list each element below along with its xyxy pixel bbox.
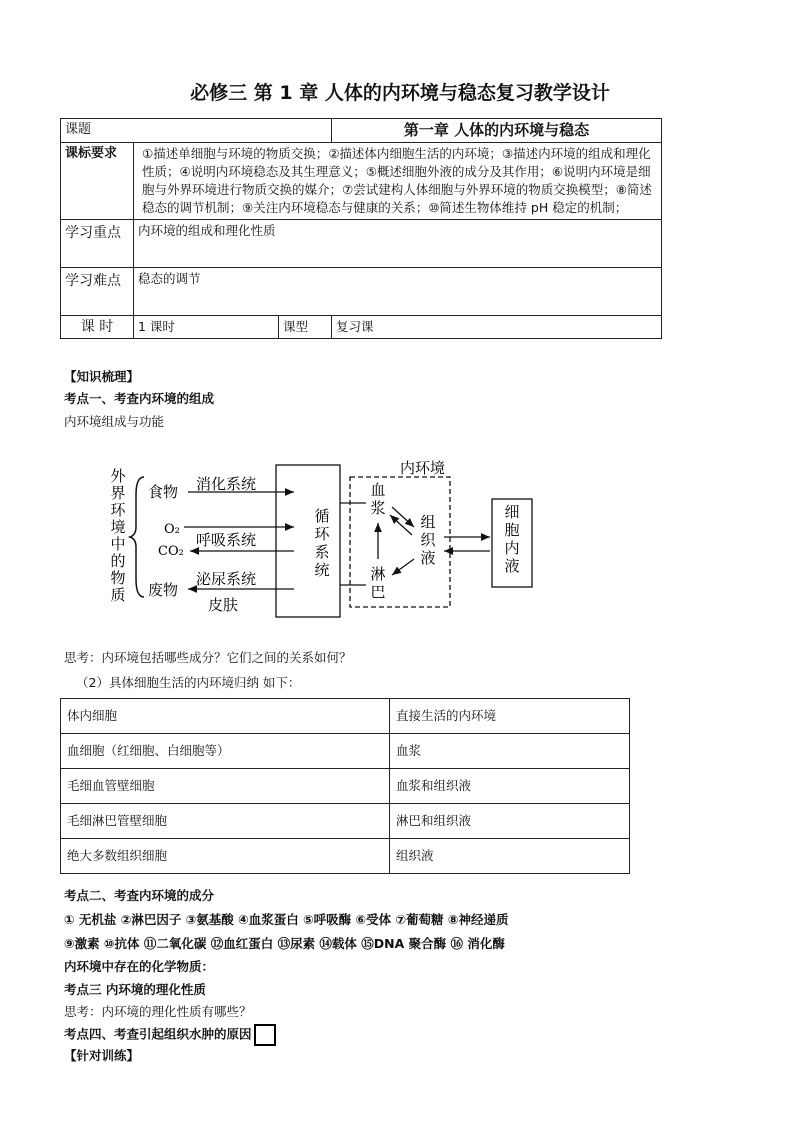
cell: 绝大多数组织细胞 [61, 839, 390, 874]
standard-text: ①描述单细胞与环境的物质交换；②描述体内细胞生活的内环境；③描述内环境的组成和理化性质；④说明内环境稳态及其生理意义；⑤概述细胞外液的成分及其作用；⑥说明内环境是细胞与外界环境进行物质交换的媒介；⑦尝试建构人体细胞与外界环境的物质交换模型；⑧简述稳态的调节机制；⑨关注内环境稳态与健康的关系；⑩简述生物体维持 pH 稳定的机制； [134, 143, 662, 220]
key-value: 内环境的组成和理化性质 [134, 220, 662, 268]
intracellular-label: 细胞内液 [504, 503, 520, 575]
difficult-label: 学习难点 [61, 268, 134, 316]
plasma-to-tissue-arrow [392, 507, 414, 527]
cell: 血细胞（红细胞、白细胞等） [61, 734, 390, 769]
type-value: 复习课 [332, 316, 662, 339]
resp-label: 呼吸系统 [196, 531, 257, 549]
digest-label: 消化系统 [196, 475, 257, 493]
cells-header-0: 体内细胞 [61, 699, 390, 734]
point1-heading: 考点一、考查内环境的组成 [64, 391, 215, 406]
difficult-value: 稳态的调节 [134, 268, 662, 316]
standard-label: 课标要求 [61, 143, 134, 220]
cell: 毛细淋巴管壁细胞 [61, 804, 390, 839]
hours-value: 1 课时 [134, 316, 279, 339]
outer-label: 外界环境中的物质 [110, 467, 126, 604]
brace [130, 477, 144, 597]
table-row [61, 769, 630, 804]
inner-environment-diagram [100, 455, 540, 625]
circulation-box [276, 465, 340, 617]
think1: 思考：内环境包括哪些成分？它们之间的关系如何？ [64, 650, 352, 665]
point1-subheading: 内环境组成与功能 [64, 414, 165, 429]
key-label: 学习重点 [61, 220, 134, 268]
skin-label: 皮肤 [208, 596, 239, 614]
co2-label: CO₂ [158, 544, 184, 559]
cell: 淋巴和组织液 [390, 804, 630, 839]
point4-heading [64, 1024, 276, 1046]
cells-header-1: 直接生活的内环境 [390, 699, 630, 734]
knowledge-heading: 【知识梳理】 [64, 369, 140, 384]
components-line1: ① 无机盐 ②淋巴因子 ③氨基酸 ④血浆蛋白 ⑤呼吸酶 ⑥受体 ⑦葡萄糖 ⑧神经递质 [64, 912, 509, 927]
course-info-table [60, 118, 662, 339]
point2-heading: 考点二、考查内环境的成分 [64, 888, 215, 903]
chem-label: 内环境中存在的化学物质： [64, 959, 215, 974]
tissue-to-lymph-arrow [392, 559, 414, 575]
waste-label: 废物 [148, 581, 179, 599]
table-row [61, 734, 630, 769]
type-label: 课型 [279, 316, 332, 339]
cells-table [60, 698, 630, 874]
table-row [61, 839, 630, 874]
tissue-to-plasma-arrow [390, 515, 412, 535]
urinary-label: 泌尿系统 [196, 570, 257, 588]
think3: 思考：内环境的理化性质有哪些？ [64, 1004, 252, 1019]
table-row [61, 699, 630, 734]
lymph-label: 淋巴 [370, 565, 386, 601]
hours-label: 课 时 [61, 316, 134, 339]
table-row [61, 804, 630, 839]
point3-heading: 考点三 内环境的理化性质 [64, 982, 206, 997]
cell: 毛细血管壁细胞 [61, 769, 390, 804]
components-line2: ⑨激素 ⑩抗体 ⑪二氧化碳 ⑫血红蛋白 ⑬尿素 ⑭载体 ⑮DNA 聚合酶 ⑯ 消化酶 [64, 936, 505, 951]
o2-label: O₂ [164, 522, 180, 537]
topic-value: 第一章 人体的内环境与稳态 [332, 119, 662, 143]
cell: 血浆 [390, 734, 630, 769]
answer-box[interactable] [254, 1024, 276, 1046]
topic-label: 课题 [61, 119, 332, 143]
food-label: 食物 [148, 483, 179, 501]
cell: 血浆和组织液 [390, 769, 630, 804]
cells-intro: （2）具体细胞生活的内环境归纳 如下： [76, 675, 301, 690]
page-title: 必修三 第 1 章 人体的内环境与稳态复习教学设计 [190, 82, 610, 104]
training-heading: 【针对训练】 [64, 1048, 140, 1063]
plasma-label: 血浆 [370, 481, 386, 517]
inner-environment-label: 内环境 [400, 459, 446, 477]
tissue-fluid-label: 组织液 [420, 513, 436, 567]
point4-text: 考点四、考查引起组织水肿的原因 [64, 1026, 252, 1042]
cell: 组织液 [390, 839, 630, 874]
circulation-label: 循环系统 [314, 507, 330, 579]
